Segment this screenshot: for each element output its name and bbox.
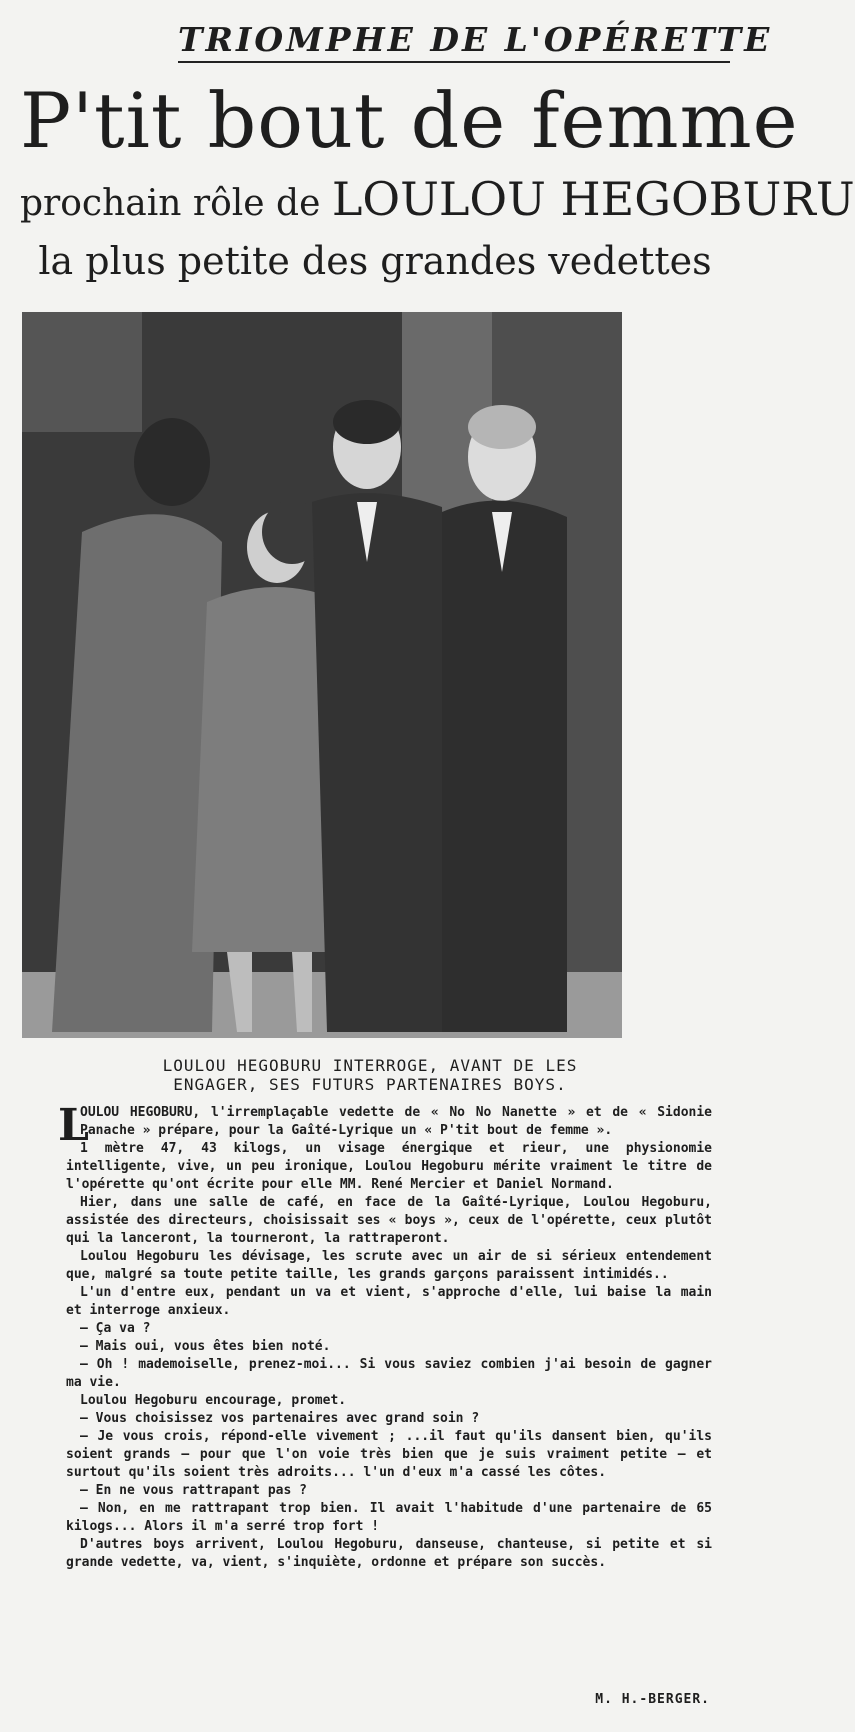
article-paragraph: — Oh ! mademoiselle, prenez-moi... Si vous saviez combien j'ai besoin de gagner ma vie. <box>66 1357 712 1390</box>
photo-caption <box>20 1056 720 1094</box>
article-paragraph: — Non, en me rattrapant trop bien. Il avait l'habitude d'une partenaire de 65 kilogs... Alors il m'a serré trop fort ! <box>66 1501 712 1534</box>
article-paragraph: Loulou Hegoburu encourage, promet. <box>80 1393 347 1408</box>
photo-caption-line-1: LOULOU HEGOBURU INTERROGE, AVANT DE LES <box>162 1056 578 1075</box>
article-photo <box>22 312 622 1038</box>
subheadline-2: la plus petite des grandes vedettes <box>38 239 712 283</box>
article-paragraph: — En ne vous rattrapant pas ? <box>80 1483 307 1498</box>
article-paragraph: Loulou Hegoburu les dévisage, les scrute avec un air de si sérieux entendement que, malgré sa toute petite taille, les grands garçons paraissent intimidés.. <box>66 1249 712 1282</box>
article-paragraph: — Ça va ? <box>80 1321 151 1336</box>
headline: P'tit bout de femme <box>20 76 799 165</box>
photo-illustration <box>22 312 622 1038</box>
article-paragraph: L'un d'entre eux, pendant un va et vient, s'approche d'elle, lui baise la main et interroge anxieux. <box>66 1285 712 1318</box>
article-paragraph: OULOU HEGOBURU, l'irremplaçable vedette de « No No Nanette » et de « Sidonie Panache » prépare, pour la Gaîté-Lyrique un « P'tit bout de femme ». <box>80 1105 712 1138</box>
article-paragraph: Hier, dans une salle de café, en face de la Gaîté-Lyrique, Loulou Hegoburu, assistée des directeurs, choisissait ses « boys », ceux de l'opérette, ceux plutôt qui la lanceront, la tourneront, la rattraperont. <box>66 1195 712 1246</box>
article-body <box>58 1100 712 1572</box>
subheadline-1 <box>20 172 855 227</box>
article-paragraph: — Je vous crois, répond-elle vivement ; ...il faut qu'ils dansent bien, qu'ils soient grands — pour que l'on voie très bien que je suis vraiment petite — et surtout qu'ils soient très adroits... l'un d'eux m'a cassé les côtes. <box>66 1429 712 1480</box>
photo-caption-line-2: ENGAGER, SES FUTURS PARTENAIRES BOYS. <box>173 1075 567 1094</box>
subheadline-prefix: prochain rôle de <box>20 183 321 224</box>
subheadline-name: LOULOU HEGOBURU <box>331 172 855 226</box>
article-paragraph: 1 mètre 47, 43 kilogs, un visage énergique et rieur, une physionomie intelligente, vive, un peu ironique, Loulou Hegoburu mérite vraiment le titre de l'opérette qu'ont écrite pour elle MM. René Mercier et Daniel Normand. <box>66 1141 712 1192</box>
kicker-title: TRIOMPHE DE L'OPÉRETTE <box>178 20 730 63</box>
drop-cap: L <box>58 1100 89 1151</box>
article-paragraph: — Vous choisissez vos partenaires avec grand soin ? <box>80 1411 480 1426</box>
author-signature: M. H.-BERGER. <box>595 1692 710 1707</box>
article-paragraph: D'autres boys arrivent, Loulou Hegoburu, danseuse, chanteuse, si petite et si grande vedette, va, vient, s'inquiète, ordonne et prépare son succès. <box>66 1537 712 1570</box>
article-paragraph: — Mais oui, vous êtes bien noté. <box>80 1339 331 1354</box>
